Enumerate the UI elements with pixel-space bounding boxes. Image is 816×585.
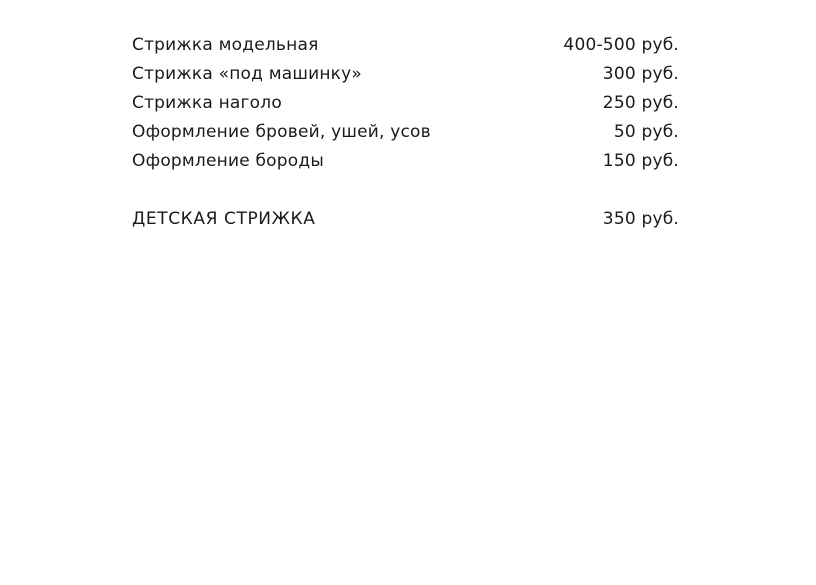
service-name: Стрижка модельная xyxy=(132,35,319,55)
price-list xyxy=(132,31,679,234)
price-row-beard xyxy=(132,147,679,176)
price-row-brows-ears-mustache xyxy=(132,118,679,147)
service-price: 350 руб. xyxy=(602,209,679,229)
service-name: Стрижка «под машинку» xyxy=(132,64,362,84)
service-price: 400-500 руб. xyxy=(563,35,679,55)
price-row-kids-haircut xyxy=(132,205,679,234)
service-name: Оформление бороды xyxy=(132,151,324,171)
service-price: 50 руб. xyxy=(613,122,679,142)
section-spacer xyxy=(132,176,679,205)
service-name: ДЕТСКАЯ СТРИЖКА xyxy=(132,209,316,229)
price-row-model-haircut xyxy=(132,31,679,60)
service-name: Стрижка наголо xyxy=(132,93,282,113)
service-price: 150 руб. xyxy=(602,151,679,171)
price-row-clipper-haircut xyxy=(132,60,679,89)
service-price: 250 руб. xyxy=(602,93,679,113)
price-row-shaved-haircut xyxy=(132,89,679,118)
service-name: Оформление бровей, ушей, усов xyxy=(132,122,431,142)
service-price: 300 руб. xyxy=(602,64,679,84)
